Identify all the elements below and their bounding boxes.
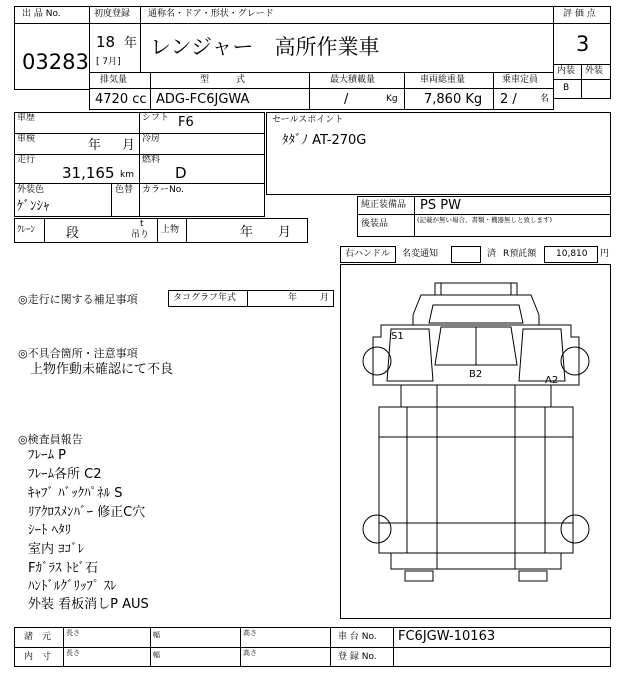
sales-point-value: ﾀﾀﾞﾉ AT-270G bbox=[282, 133, 367, 148]
capacity-label: 乗車定員 bbox=[502, 75, 539, 85]
gross-weight-label: 車両総重量 bbox=[420, 75, 466, 85]
max-load-value: / bbox=[344, 92, 349, 107]
recycle-unit: 円 bbox=[600, 249, 610, 259]
inspection-label: 車検 bbox=[17, 134, 36, 144]
inspector-line: ﾘｱｸﾛｽﾒﾝﾊﾞｰ 修正C穴 bbox=[28, 505, 146, 520]
dims-height: 高さ bbox=[243, 629, 257, 637]
max-load-label: 最大積載量 bbox=[330, 75, 376, 85]
dims-label: 諸 元 bbox=[24, 632, 52, 642]
truck-diagram bbox=[341, 265, 610, 618]
lot-number: 03283 bbox=[22, 50, 89, 74]
inspector-line: 外装 看板消しP AUS bbox=[28, 597, 149, 612]
mileage-unit: km bbox=[120, 170, 134, 180]
shift-label: シフト bbox=[142, 113, 170, 123]
sales-point-label: セールスポイント bbox=[272, 115, 344, 125]
model-desc-label: 通称名・ドア・形状・グレード bbox=[148, 9, 274, 19]
lot-label: 出 品 No. bbox=[22, 9, 61, 19]
chassis-label: 車 台 No. bbox=[338, 632, 377, 642]
displacement-label: 排気量 bbox=[100, 75, 128, 85]
reg-label: 登 録 No. bbox=[338, 652, 377, 662]
model-label: 型 式 bbox=[200, 75, 246, 85]
first-reg-year-unit: 年 bbox=[124, 36, 138, 51]
inspector-line: ｷｬﾌﾞ ﾊﾞｯｸﾊﾟﾈﾙ S bbox=[28, 486, 123, 501]
interior-grade: B bbox=[563, 83, 570, 93]
truck-diagram-frame bbox=[340, 264, 611, 619]
crane-hang: 吊り bbox=[131, 230, 150, 240]
mileage-label: 走行 bbox=[17, 155, 36, 165]
defect-title: ◎不具合箇所・注意事項 bbox=[18, 347, 138, 360]
dims-width: 幅 bbox=[153, 631, 160, 639]
tachograph-label: タコグラフ年式 bbox=[173, 293, 237, 303]
deposit-label: 済 bbox=[487, 249, 497, 259]
car-name: レンジャー 高所作業車 bbox=[150, 35, 380, 59]
exterior-label: 外装 bbox=[585, 66, 604, 76]
recycle-amount: 10,810 bbox=[556, 249, 588, 259]
inspector-line: Fｶﾞﾗｽ ﾄﾋﾞ石 bbox=[28, 561, 99, 576]
ac-label: 冷房 bbox=[142, 134, 161, 144]
interior-length: 長さ bbox=[66, 649, 80, 657]
diagram-mark: B2 bbox=[469, 369, 483, 380]
color-change-label: 色替 bbox=[115, 185, 134, 195]
equipment-value: PS PW bbox=[420, 198, 461, 213]
driving-title: ◎走行に関する補足事項 bbox=[18, 293, 138, 306]
inspector-line: ｼｰﾄ ﾍﾀﾘ bbox=[28, 523, 72, 538]
name-change-checkbox[interactable] bbox=[451, 246, 481, 263]
grade-value: 3 bbox=[576, 32, 590, 56]
first-reg-year: 18 bbox=[96, 33, 116, 51]
grade-label: 評 価 点 bbox=[563, 9, 596, 19]
upper-month: 月 bbox=[278, 225, 292, 240]
aftermarket-label: 後装品 bbox=[361, 219, 389, 229]
upper-label: 上物 bbox=[161, 225, 180, 235]
fuel-label: 燃料 bbox=[142, 155, 161, 165]
shift-value: F6 bbox=[178, 115, 194, 130]
tacho-month: 月 bbox=[320, 293, 330, 303]
first-reg-label: 初度登録 bbox=[94, 9, 131, 19]
interior-height: 高さ bbox=[243, 649, 257, 657]
inspector-line: ﾊﾝﾄﾞﾙｸﾞﾘｯﾌﾟ ｽﾚ bbox=[28, 579, 117, 594]
interior-label: 内装 bbox=[557, 66, 576, 76]
right-handle: 右ハンドル bbox=[345, 249, 391, 259]
equipment-label: 純正装備品 bbox=[361, 200, 407, 210]
dims-length: 長さ bbox=[66, 629, 80, 637]
color-value: ｹﾞﾝｼｬ bbox=[17, 199, 50, 214]
inspector-line: ﾌﾚｰﾑ P bbox=[28, 448, 66, 463]
diagram-mark: A2 bbox=[545, 375, 559, 386]
aftermarket-note: (記載が無い場合、書類・機器無しと致します) bbox=[417, 216, 553, 224]
recycle-label: R預託額 bbox=[503, 249, 537, 259]
capacity-unit: 名 bbox=[540, 94, 550, 104]
interior-width: 幅 bbox=[153, 651, 160, 659]
history-label: 車歴 bbox=[17, 113, 36, 123]
chassis-no: FC6JGW-10163 bbox=[398, 629, 496, 644]
defect-text: 上物作動未確認にて不良 bbox=[30, 362, 174, 377]
inspection-year: 年 bbox=[88, 138, 102, 153]
inspection-month: 月 bbox=[122, 138, 136, 153]
name-change-label: 名変通知 bbox=[402, 249, 439, 259]
model-value: ADG-FC6JGWA bbox=[156, 92, 250, 107]
inspector-title: ◎検査員報告 bbox=[18, 433, 83, 446]
inspector-line: ﾌﾚｰﾑ各所 C2 bbox=[28, 467, 102, 482]
fuel-value: D bbox=[175, 164, 187, 182]
capacity-value: 2 / bbox=[500, 92, 517, 107]
crane-ton-label: t bbox=[140, 219, 144, 229]
color-code-label: カラーNo. bbox=[142, 185, 184, 195]
gross-weight-value: 7,860 Kg bbox=[424, 92, 483, 107]
interior-dims-label: 内 寸 bbox=[24, 652, 52, 662]
max-load-unit: Kg bbox=[386, 94, 398, 104]
color-label: 外装色 bbox=[17, 185, 45, 195]
first-reg-month: [ 7月] bbox=[96, 57, 121, 67]
mileage-value: 31,165 bbox=[62, 164, 115, 182]
crane-stage: 段 bbox=[66, 226, 80, 241]
tacho-year: 年 bbox=[288, 293, 298, 303]
displacement-value: 4720 cc bbox=[95, 92, 147, 107]
upper-year: 年 bbox=[240, 225, 254, 240]
inspector-line: 室内 ﾖｺﾞﾚ bbox=[28, 542, 85, 557]
diagram-mark: S1 bbox=[391, 331, 404, 342]
exterior-grade-cell bbox=[581, 79, 611, 99]
crane-label: ｸﾚｰﾝ bbox=[17, 225, 36, 235]
